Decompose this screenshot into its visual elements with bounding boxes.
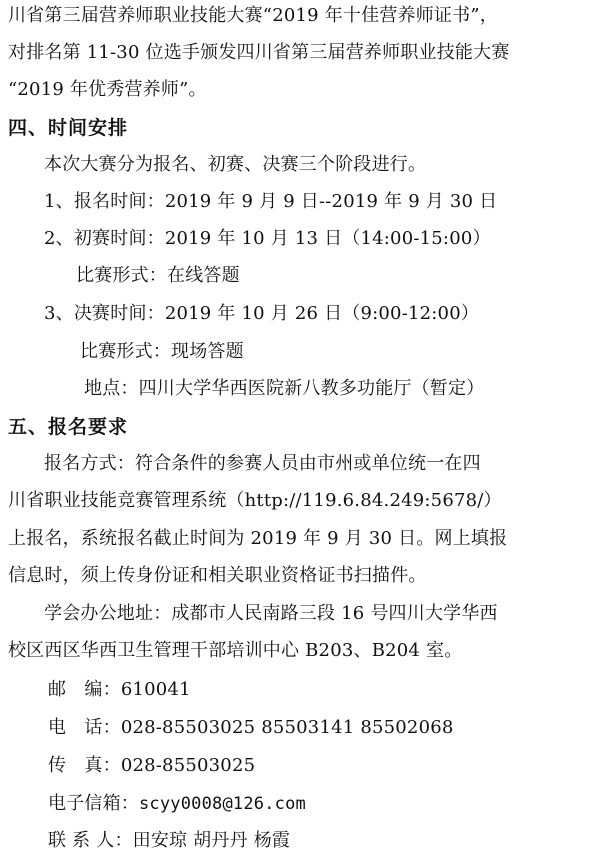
contact-person-row	[48, 829, 592, 853]
contact-person-value: 田安琼 胡丹丹 杨霞	[132, 830, 291, 851]
registration-method-line-4: 信息时，须上传身份证和相关职业资格证书扫描件。	[8, 565, 427, 586]
fax-row	[48, 754, 592, 778]
email-value[interactable]: scyy0008@126.com	[139, 794, 306, 814]
intro-line-1: 川省第三届营养师职业技能大赛“2019 年十佳营养师证书”，	[8, 5, 498, 26]
contact-person-label: 联 系 人：	[48, 830, 133, 851]
section-5-heading: 五、报名要求	[8, 416, 129, 438]
postcode-row	[48, 678, 592, 702]
fax-label: 传 真：	[48, 755, 121, 776]
postcode-label: 邮 编：	[48, 679, 121, 700]
intro-line-2: 对排名第 11-30 位选手颁发四川省第三届营养师职业技能大赛	[8, 42, 510, 63]
intro-line-3: “2019 年优秀营养师”。	[8, 79, 207, 100]
final-time: 3、决赛时间：2019 年 10 月 26 日（9:00-12:00）	[44, 303, 480, 324]
section-4-heading: 四、时间安排	[8, 117, 129, 139]
registration-method-line-3: 上报名，系统报名截止时间为 2019 年 9 月 30 日。网上填报	[8, 528, 508, 549]
final-format: 比赛形式：现场答题	[80, 341, 244, 362]
fax-value: 028-85503025	[120, 755, 256, 776]
phone-row	[48, 716, 592, 740]
registration-method-line-2: 川省职业技能竞赛管理系统（http://119.6.84.249:5678/）	[8, 490, 502, 511]
email-label: 电子信箱：	[48, 793, 139, 814]
registration-time: 1、报名时间：2019 年 9 月 9 日--2019 年 9 月 30 日	[44, 191, 498, 212]
email-row	[48, 792, 592, 816]
phone-value: 028-85503025 85503141 85502068	[120, 717, 454, 738]
postcode-value: 610041	[120, 679, 191, 700]
final-location: 地点：四川大学华西医院新八教多功能厅（暂定）	[84, 378, 485, 399]
preliminary-time: 2、初赛时间：2019 年 10 月 13 日（14:00-15:00）	[44, 228, 491, 249]
section-4-description: 本次大赛分为报名、初赛、决赛三个阶段进行。	[44, 154, 427, 175]
office-address-line-2: 校区西区华西卫生管理干部培训中心 B203、B204 室。	[8, 640, 463, 661]
preliminary-format: 比赛形式：在线答题	[76, 265, 240, 286]
phone-label: 电 话：	[48, 717, 121, 738]
registration-method-line-1: 报名方式：符合条件的参赛人员由市州或单位统一在四	[44, 453, 481, 474]
office-address-line-1: 学会办公地址：成都市人民南路三段 16 号四川大学华西	[44, 603, 498, 624]
